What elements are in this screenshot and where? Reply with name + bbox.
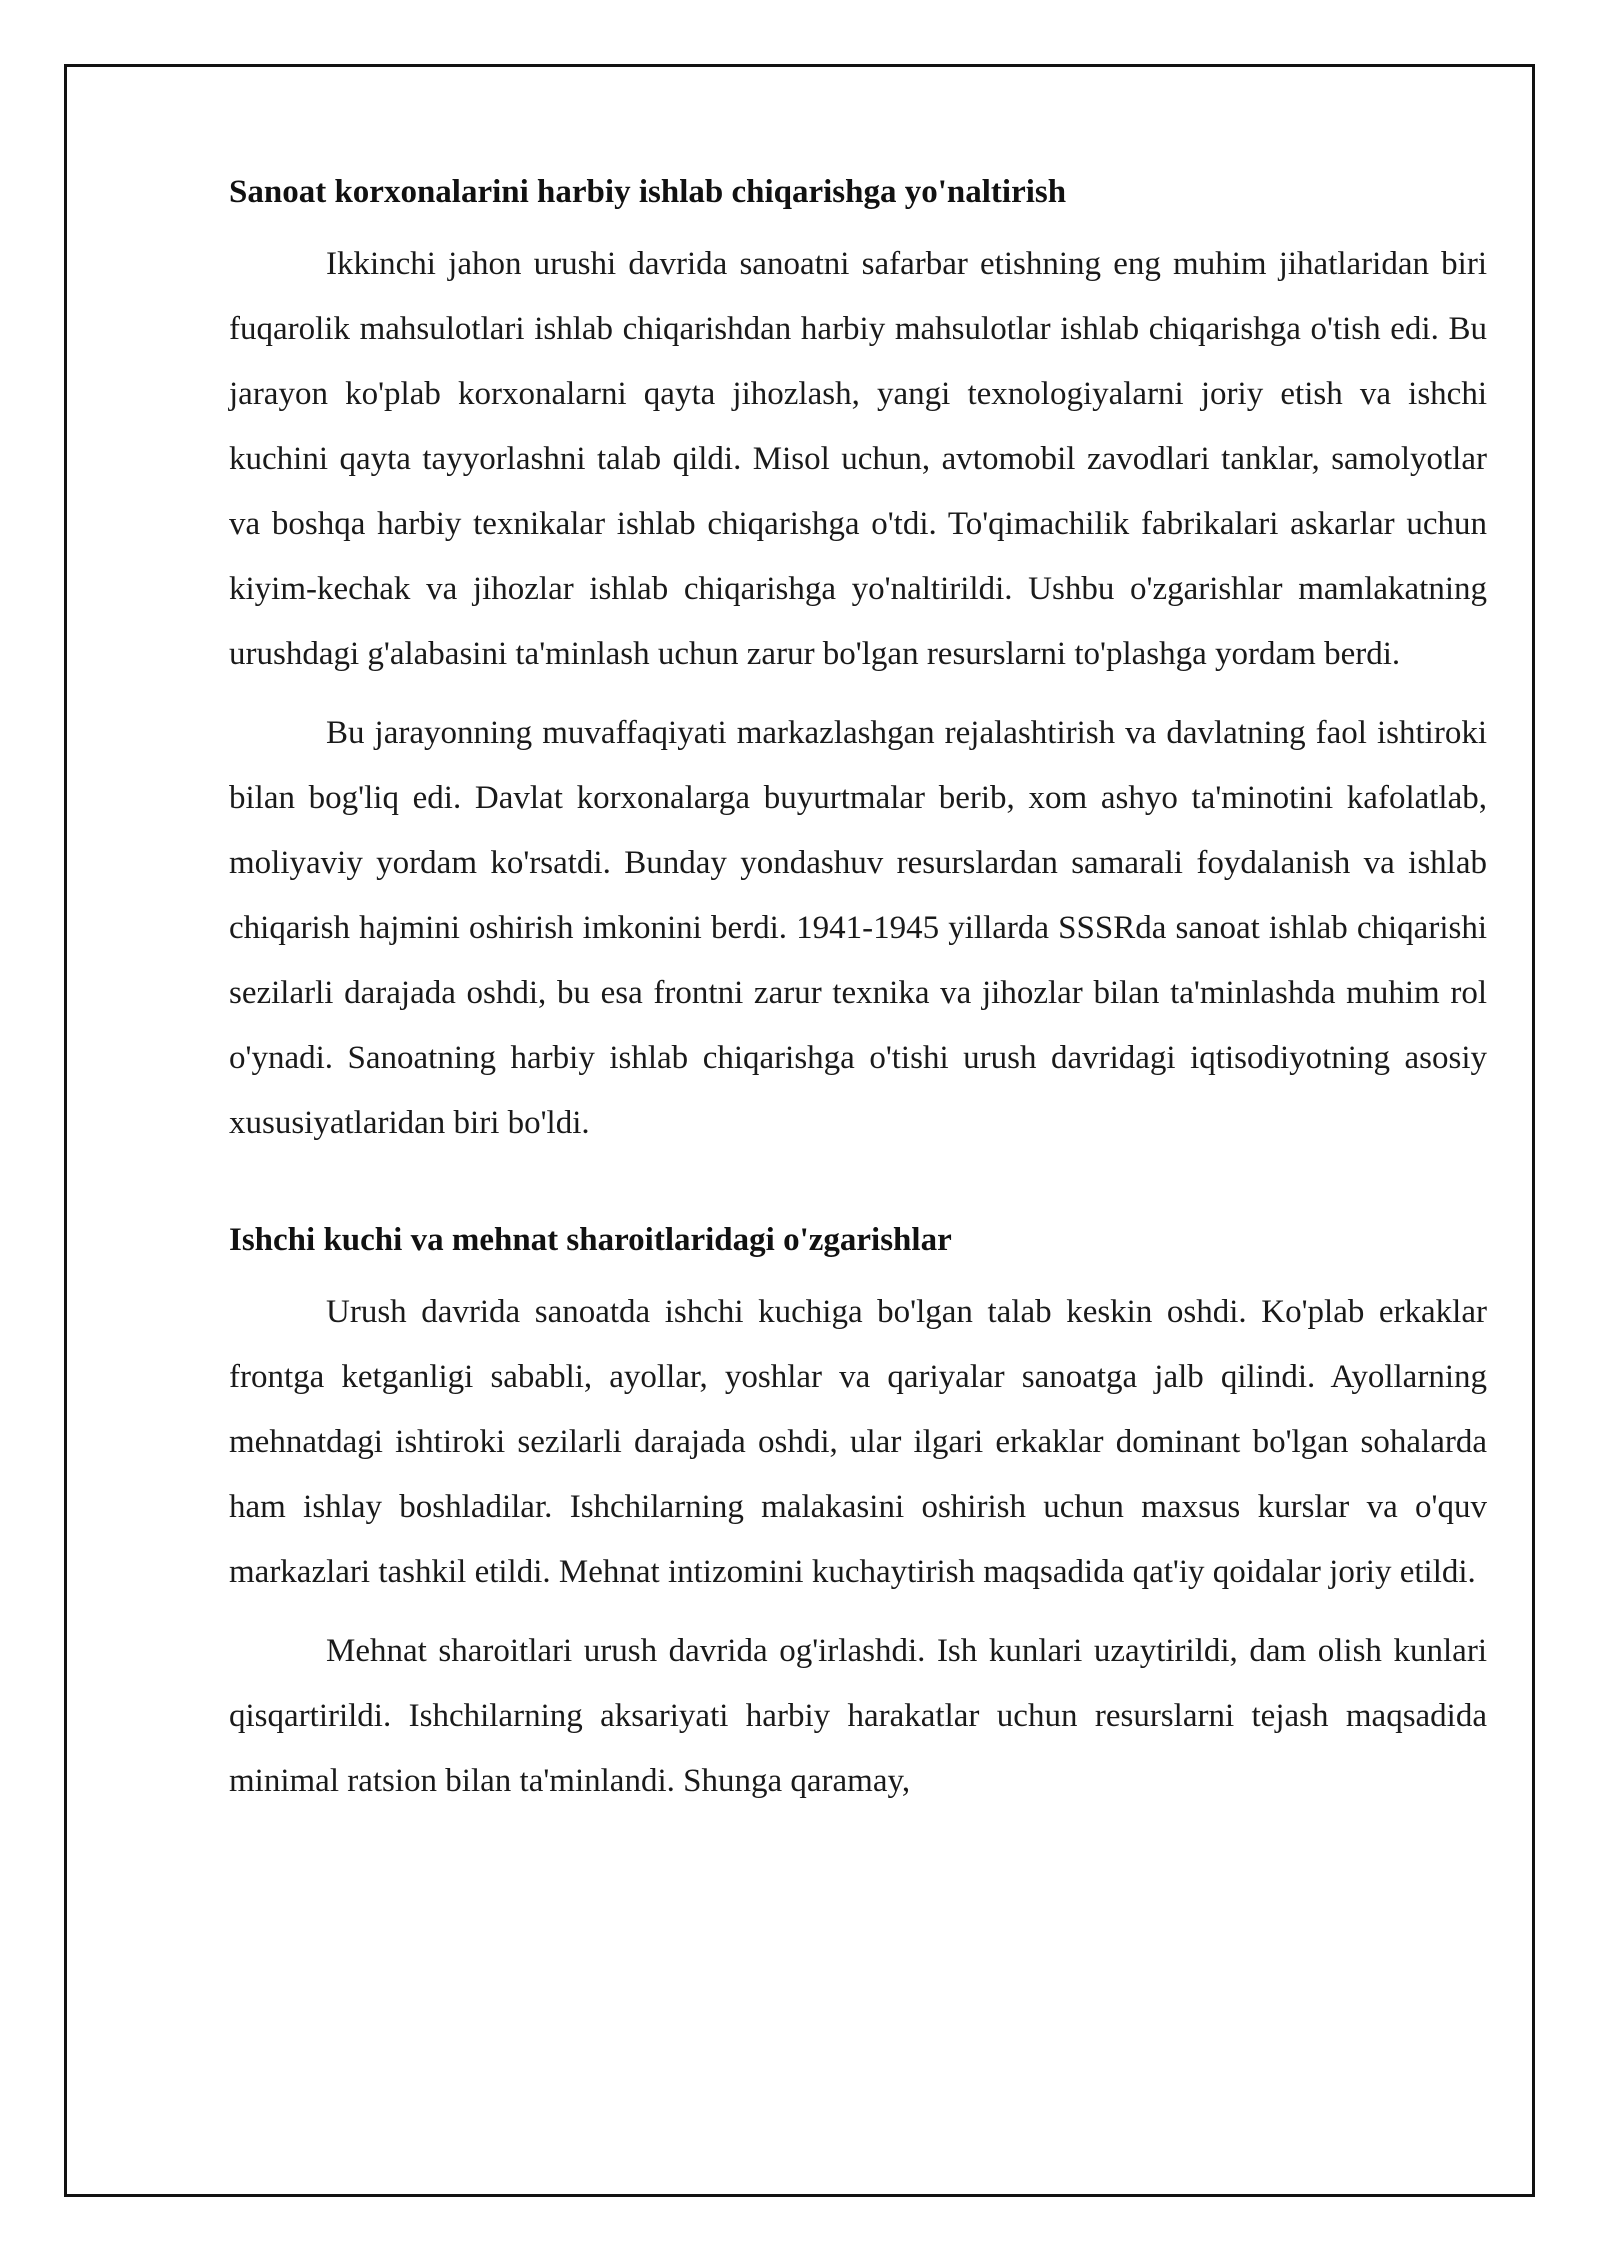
section-heading: Sanoat korxonalarini harbiy ishlab chiqarishga yo'naltirish <box>229 174 1067 210</box>
document-body <box>229 170 1487 1828</box>
section-heading: Ishchi kuchi va mehnat sharoitlaridagi o'zgarishlar <box>229 1222 952 1258</box>
paragraph: Bu jarayonning muvaffaqiyati markazlashgan rejalashtirish va davlatning faol ishtiroki bilan bog'liq edi. Davlat korxonalarga buyurtmalar berib, xom ashyo ta'minotini kafolatlab, moliyaviy yordam ko'rsatdi. Bunday yondashuv resurslardan samarali foydalanish va ishlab chiqarish hajmini oshirish imkonini berdi. 1941-1945 yillarda SSSRda sanoat ishlab chiqarishi sezilarli darajada oshdi, bu esa frontni zarur texnika va jihozlar bilan ta'minlashda muhim rol o'ynadi. Sanoatning harbiy ishlab chiqarishga o'tishi urush davridagi iqtisodiyotning asosiy xususiyatlaridan biri bo'ldi. <box>229 715 1487 1141</box>
paragraph: Mehnat sharoitlari urush davrida og'irlashdi. Ish kunlari uzaytirildi, dam olish kunlari qisqartirildi. Ishchilarning aksariyati harbiy harakatlar uchun resurslarni tejash maqsadida minimal ratsion bilan ta'minlandi. Shunga qaramay, <box>229 1633 1487 1799</box>
paragraph: Ikkinchi jahon urushi davrida sanoatni safarbar etishning eng muhim jihatlaridan biri fuqarolik mahsulotlari ishlab chiqarishdan harbiy mahsulotlar ishlab chiqarishga o'tish edi. Bu jarayon ko'plab korxonalarni qayta jihozlash, yangi texnologiyalarni joriy etish va ishchi kuchini qayta tayyorlashni talab qildi. Misol uchun, avtomobil zavodlari tanklar, samolyotlar va boshqa harbiy texnikalar ishlab chiqarishga o'tdi. To'qimachilik fabrikalari askarlar uchun kiyim-kechak va jihozlar ishlab chiqarishga yo'naltirildi. Ushbu o'zgarishlar mamlakatning urushdagi g'alabasini ta'minlash uchun zarur bo'lgan resurslarni to'plashga yordam berdi. <box>229 246 1487 672</box>
paragraph: Urush davrida sanoatda ishchi kuchiga bo'lgan talab keskin oshdi. Ko'plab erkaklar frontga ketganligi sababli, ayollar, yoshlar va qariyalar sanoatga jalb qilindi. Ayollarning mehnatdagi ishtiroki sezilarli darajada oshdi, ular ilgari erkaklar dominant bo'lgan sohalarda ham ishlay boshladilar. Ishchilarning malakasini oshirish uchun maxsus kurslar va o'quv markazlari tashkil etildi. Mehnat intizomini kuchaytirish maqsadida qat'iy qoidalar joriy etildi. <box>229 1294 1487 1590</box>
